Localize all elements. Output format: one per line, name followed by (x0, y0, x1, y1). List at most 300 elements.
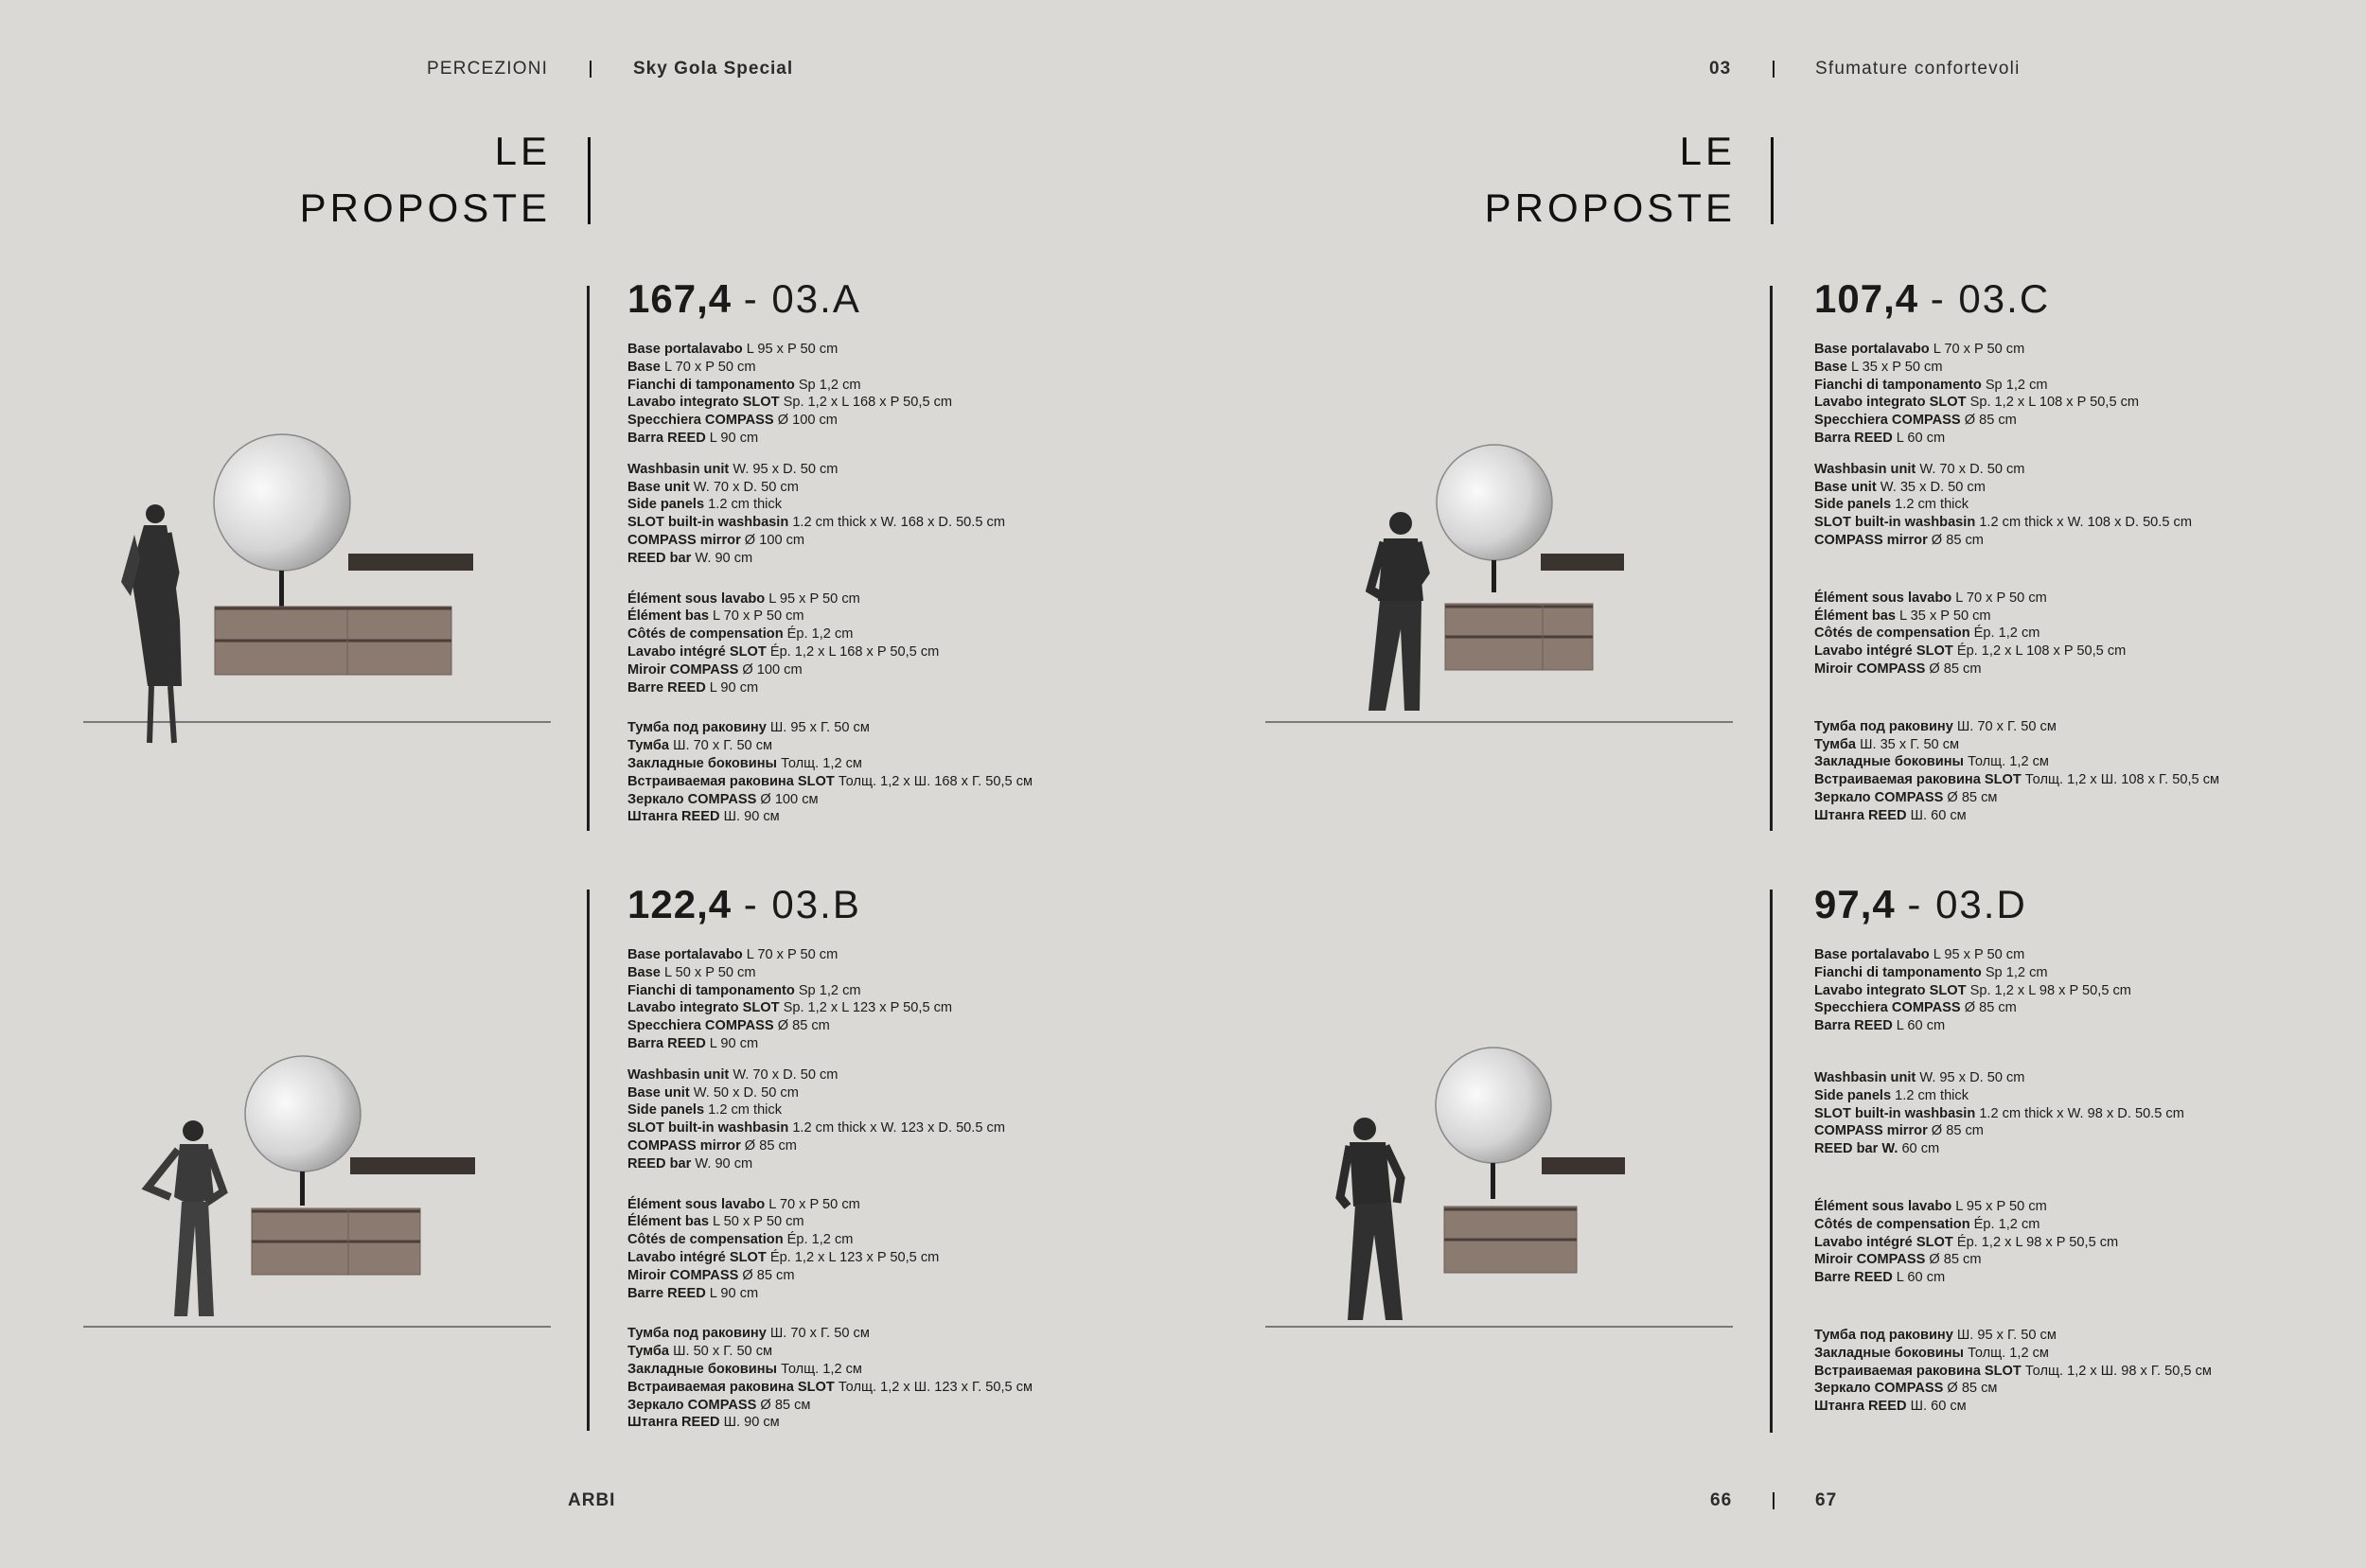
spec-item-dimensions: W. 70 x D. 50 cm (729, 1066, 839, 1083)
spec-item-dimensions: Ép. 1,2 x L 98 x P 50,5 cm (1952, 1234, 2119, 1250)
spec-item-name: Élément sous lavabo (1814, 1198, 1952, 1214)
spec-item-dimensions: L 70 x P 50 cm (765, 1196, 860, 1212)
woman-figure-icon (121, 504, 182, 743)
spec-item-dimensions: 1.2 cm thick x W. 108 x D. 50.5 cm (1975, 515, 2192, 531)
spec-line (1814, 1140, 2212, 1158)
spec-item-name: Barra REED (1814, 1018, 1893, 1034)
spec-line (1814, 753, 2219, 771)
spec-item-dimensions: L 90 cm (705, 1285, 759, 1301)
spec-line (627, 1137, 1033, 1155)
spec-item-name: Lavabo integrato SLOT (627, 395, 780, 411)
header-separator-left (590, 61, 592, 78)
spec-item-dimensions: Толщ. 1,2 см (777, 755, 862, 771)
spec-line (627, 479, 1033, 497)
spec-item-name: Lavabo intégré SLOT (1814, 643, 1953, 660)
spec-item-name: Base unit (627, 479, 690, 495)
spec-item-dimensions: L 95 x P 50 cm (1951, 1198, 2047, 1214)
spec-item-name: Fianchi di tamponamento (1814, 964, 1982, 980)
spec-item-dimensions: Sp 1,2 cm (794, 377, 861, 393)
spec-item-dimensions: Ø 100 см (756, 791, 819, 807)
product-specs (1814, 946, 2212, 1416)
spec-item-name: Base unit (627, 1084, 690, 1101)
spec-line (1814, 946, 2212, 964)
spec-line (1814, 394, 2219, 412)
spec-line (627, 1084, 1033, 1102)
spec-line (627, 1213, 1033, 1231)
spec-item-dimensions: Толщ. 1,2 см (777, 1361, 862, 1377)
spec-line (1814, 1216, 2212, 1234)
spec-item-dimensions: Толщ. 1,2 х Ш. 168 х Г. 50,5 см (834, 773, 1033, 789)
spec-item-dimensions: Sp. 1,2 x L 168 x P 50,5 cm (779, 395, 953, 411)
spec-item-dimensions: 1.2 cm thick (1891, 497, 1969, 513)
spec-item-dimensions: 1.2 cm thick (704, 1102, 783, 1119)
spec-line (1814, 964, 2212, 982)
spec-line (627, 661, 1033, 679)
spec-line (1814, 718, 2219, 736)
spec-line (1814, 1198, 2212, 1216)
product-code: - 03.B (743, 882, 861, 926)
spec-item-name: COMPASS mirror (627, 1137, 741, 1154)
spec-item-name: SLOT built-in washbasin (627, 515, 789, 531)
reed-shelf-icon (1542, 1157, 1625, 1174)
spec-item-dimensions: L 35 x P 50 cm (1846, 359, 1943, 375)
footer-page-right: 67 (1815, 1490, 1838, 1510)
spec-item-dimensions: W. 95 x D. 50 cm (729, 461, 839, 477)
spec-line (1814, 1363, 2212, 1381)
spec-item-dimensions: L 70 x P 50 cm (708, 608, 804, 625)
spec-item-name: Washbasin unit (627, 461, 730, 477)
spec-item-name: Side panels (627, 1102, 705, 1119)
spec-item-name: Base portalavabo (627, 342, 743, 357)
spec-item-name: Élément sous lavabo (627, 590, 766, 607)
spec-line (627, 496, 1033, 514)
spec-item-name: Тумба под раковину (627, 720, 767, 736)
product-heading (1814, 276, 2219, 322)
spec-item-dimensions: L 90 cm (705, 430, 759, 446)
spec-item-dimensions: Толщ. 1,2 х Ш. 108 х Г. 50,5 см (2021, 772, 2220, 788)
spec-item-dimensions: L 95 x P 50 cm (742, 342, 839, 357)
spec-item-name: Зеркало COMPASS (627, 791, 757, 807)
spec-item-name: Fianchi di tamponamento (627, 377, 795, 393)
spec-item-dimensions: Ш. 95 х Г. 50 см (766, 720, 870, 736)
spec-item-name: Lavabo integrato SLOT (627, 1000, 780, 1016)
spec-item-dimensions: L 50 x P 50 cm (660, 964, 756, 980)
spec-item-name: Закладные боковины (1814, 754, 1965, 770)
product-heading (627, 882, 1033, 927)
spec-item-dimensions: L 60 cm (1892, 430, 1946, 446)
spec-line (627, 341, 1033, 359)
spec-line (627, 1249, 1033, 1267)
spec-line (1814, 1122, 2212, 1140)
spec-item-name: Base portalavabo (627, 947, 743, 962)
spec-item-dimensions: Ш. 50 х Г. 50 см (669, 1344, 773, 1360)
spec-item-name: COMPASS mirror (1814, 1123, 1928, 1139)
man-figure-icon (1340, 1118, 1403, 1320)
woman-figure-icon (148, 1120, 223, 1316)
product-specs (1814, 341, 2219, 825)
spec-item-dimensions: L 70 x P 50 cm (742, 947, 839, 962)
product-03c (1814, 276, 2219, 838)
spec-item-dimensions: L 50 x P 50 cm (708, 1214, 804, 1230)
spec-item-dimensions: Толщ. 1,2 х Ш. 98 х Г. 50,5 см (2021, 1363, 2212, 1379)
spec-item-dimensions: Ép. 1,2 x L 123 x P 50,5 cm (766, 1249, 940, 1265)
spec-item-dimensions: Ép. 1,2 cm (783, 626, 854, 643)
spec-item-name: SLOT built-in washbasin (1814, 1105, 1976, 1121)
spec-item-dimensions: Ø 100 cm (773, 413, 838, 429)
product-width: 167,4 (627, 276, 733, 321)
composition-illustration-03b (76, 1036, 568, 1320)
section-rule-03d (1770, 890, 1773, 1433)
spec-line (627, 643, 1033, 661)
spec-item-name: Side panels (1814, 1087, 1892, 1103)
spec-line (1814, 1380, 2212, 1398)
round-mirror-icon (245, 1056, 361, 1172)
spec-item-name: Washbasin unit (1814, 461, 1916, 477)
spec-item-name: Base portalavabo (1814, 342, 1930, 357)
spec-item-name: Lavabo integrato SLOT (1814, 982, 1967, 998)
round-mirror-icon (214, 434, 350, 571)
spec-line (627, 608, 1033, 625)
composition-illustration-03c (1259, 431, 1751, 714)
spec-item-name: Élément sous lavabo (1814, 590, 1952, 606)
spec-item-name: Lavabo intégré SLOT (1814, 1234, 1953, 1250)
spec-line (627, 590, 1033, 608)
spec-item-name: Side panels (627, 497, 705, 513)
spec-item-name: SLOT built-in washbasin (627, 1120, 789, 1136)
spec-item-dimensions: 1.2 cm thick x W. 98 x D. 50.5 cm (1975, 1105, 2184, 1121)
spec-line (1814, 1069, 2212, 1087)
spec-line (1814, 661, 2219, 678)
spec-item-dimensions: Ø 85 cm (1927, 532, 1984, 548)
spec-item-name: COMPASS mirror (1814, 532, 1928, 548)
spec-line (627, 679, 1033, 697)
product-code: - 03.C (1930, 276, 2051, 321)
product-width: 97,4 (1814, 882, 1896, 926)
spec-item-name: Élément bas (627, 608, 709, 625)
round-mirror-icon (1437, 445, 1552, 560)
page-title-right-line2: PROPOSTE (1484, 185, 1736, 230)
spec-line (627, 982, 1033, 1000)
spec-line (1814, 496, 2219, 514)
spec-group (627, 461, 1033, 568)
footer-brand: ARBI (568, 1490, 616, 1510)
page-title-left-line1: LE (494, 129, 551, 173)
spec-line (627, 514, 1033, 532)
spec-item-name: Штанга REED (1814, 807, 1907, 823)
spec-item-dimensions: Ø 85 cm (1927, 1123, 1984, 1139)
product-heading (627, 276, 1033, 322)
spec-line (627, 791, 1033, 809)
spec-item-dimensions: Ø 85 cm (738, 1267, 795, 1283)
spec-line (1814, 1251, 2212, 1269)
spec-item-dimensions: Ép. 1,2 cm (783, 1232, 854, 1248)
spec-item-dimensions: Толщ. 1,2 см (1964, 1345, 2049, 1361)
spec-item-name: Base portalavabo (1814, 947, 1930, 962)
spec-item-name: Base unit (1814, 479, 1877, 495)
spec-line (627, 755, 1033, 773)
spec-line (1814, 590, 2219, 608)
page-title-right-bar (1771, 137, 1774, 224)
product-code: - 03.D (1907, 882, 2027, 926)
spec-item-dimensions: L 95 x P 50 cm (765, 590, 860, 607)
spec-item-dimensions: L 95 x P 50 cm (1929, 947, 2025, 962)
spec-item-name: Lavabo intégré SLOT (627, 643, 767, 660)
reed-shelf-icon (350, 1157, 475, 1174)
spec-item-dimensions: W. 50 x D. 50 cm (689, 1084, 799, 1101)
spec-line (1814, 377, 2219, 395)
spec-item-name: Barra REED (1814, 430, 1893, 446)
spec-item-dimensions: 1.2 cm thick x W. 168 x D. 50.5 cm (788, 515, 1005, 531)
spec-item-dimensions: Sp. 1,2 x L 108 x P 50,5 cm (1966, 395, 2140, 411)
spec-group (627, 1066, 1033, 1173)
spec-group (627, 590, 1033, 697)
spec-line (1814, 982, 2212, 1000)
spec-line (627, 1119, 1033, 1137)
spec-group (627, 719, 1033, 826)
spec-item-name: Встраиваемая раковина SLOT (1814, 772, 2022, 788)
spec-group (1814, 1327, 2212, 1416)
header-collection: Sky Gola Special (633, 59, 794, 79)
spec-line (1814, 643, 2219, 661)
spec-item-name: Miroir COMPASS (627, 661, 739, 678)
page-title-right-line1: LE (1679, 129, 1736, 173)
spec-item-name: Штанга REED (627, 809, 720, 825)
spec-line (1814, 341, 2219, 359)
spec-item-dimensions: Ø 85 см (1943, 789, 1998, 805)
spec-item-name: Barre REED (627, 1285, 706, 1301)
spec-item-dimensions: Ép. 1,2 cm (1969, 625, 2040, 642)
spec-item-dimensions: Ø 85 cm (1960, 1000, 2017, 1016)
spec-item-name: Élément bas (627, 1214, 709, 1230)
floor-line-03a (83, 721, 551, 723)
footer-separator (1773, 1492, 1774, 1509)
composition-illustration-03d (1259, 1036, 1751, 1320)
spec-line (627, 1231, 1033, 1249)
spec-item-dimensions: Ép. 1,2 cm (1969, 1216, 2040, 1232)
spec-line (627, 1343, 1033, 1361)
spec-item-dimensions: Ш. 95 х Г. 50 см (1952, 1327, 2057, 1343)
spec-group (1814, 718, 2219, 825)
spec-item-name: Barra REED (627, 1035, 706, 1051)
spec-item-name: Côtés de compensation (1814, 1216, 1970, 1232)
header-chapter-number: 03 (1709, 59, 1732, 79)
page-title-left-bar (588, 137, 591, 224)
spec-item-dimensions: Ø 85 см (756, 1397, 811, 1413)
spec-item-dimensions: W. 90 cm (691, 550, 753, 566)
spec-item-name: Тумба (627, 738, 670, 754)
spec-item-dimensions: Sp 1,2 cm (1981, 964, 2048, 980)
spec-line (627, 412, 1033, 430)
spec-item-name: Washbasin unit (1814, 1069, 1916, 1085)
floor-line-03d (1265, 1326, 1733, 1328)
spec-line (627, 1285, 1033, 1303)
spec-line (627, 625, 1033, 643)
spec-line (1814, 736, 2219, 754)
spec-group (627, 341, 1033, 448)
spec-item-name: Тумба (627, 1344, 670, 1360)
footer-page-left: 66 (1710, 1490, 1733, 1510)
spec-line (627, 377, 1033, 395)
spec-item-name: Зеркало COMPASS (1814, 1381, 1944, 1397)
product-width: 122,4 (627, 882, 733, 926)
spec-line (627, 394, 1033, 412)
spec-item-dimensions: Ш. 70 х Г. 50 см (669, 738, 773, 754)
spec-item-name: Élément sous lavabo (627, 1196, 766, 1212)
spec-item-name: Miroir COMPASS (1814, 661, 1926, 677)
spec-item-name: Miroir COMPASS (627, 1267, 739, 1283)
spec-item-dimensions: L 90 cm (705, 679, 759, 696)
tap-icon (1491, 1163, 1495, 1199)
spec-line (627, 1325, 1033, 1343)
page-title-right (1485, 123, 1736, 237)
spec-item-dimensions: W. 90 cm (691, 1155, 753, 1172)
spec-item-name: Base (627, 359, 661, 375)
spec-line (1814, 1087, 2212, 1105)
round-mirror-icon (1436, 1048, 1551, 1163)
spec-item-name: Élément bas (1814, 608, 1896, 624)
spec-item-name: Встраиваемая раковина SLOT (627, 1379, 835, 1395)
spec-item-name: Specchiera COMPASS (1814, 1000, 1961, 1016)
spec-item-dimensions: Ø 85 cm (1925, 1252, 1982, 1268)
spec-line (627, 1035, 1033, 1053)
man-figure-icon (1368, 512, 1425, 711)
spec-line (627, 1361, 1033, 1379)
spec-group (1814, 590, 2219, 678)
spec-item-dimensions: Ép. 1,2 x L 168 x P 50,5 cm (766, 643, 940, 660)
spec-line (627, 1414, 1033, 1432)
spec-item-dimensions: Ép. 1,2 x L 108 x P 50,5 cm (1952, 643, 2127, 660)
spec-item-name: Закладные боковины (627, 1361, 778, 1377)
spec-item-dimensions: Ø 85 cm (740, 1137, 797, 1154)
spec-line (627, 1379, 1033, 1397)
spec-line (1814, 1017, 2212, 1035)
spec-item-dimensions: Ш. 35 х Г. 50 см (1856, 736, 1960, 752)
spec-group (627, 1325, 1033, 1432)
spec-item-name: Закладные боковины (1814, 1345, 1965, 1361)
spec-line (1814, 461, 2219, 479)
spec-line (1814, 1398, 2212, 1416)
spec-item-name: Штанга REED (627, 1415, 720, 1431)
spec-item-name: Specchiera COMPASS (1814, 413, 1961, 429)
spec-group (1814, 461, 2219, 550)
tap-icon (1492, 560, 1496, 592)
spec-item-dimensions: Sp 1,2 cm (794, 982, 861, 998)
spec-item-dimensions: Ø 100 cm (738, 661, 803, 678)
spec-line (1814, 479, 2219, 497)
spec-item-dimensions: L 70 x P 50 cm (1951, 590, 2047, 606)
reed-shelf-icon (1541, 554, 1624, 571)
spec-line (627, 719, 1033, 737)
spec-line (627, 1196, 1033, 1214)
spec-line (1814, 789, 2219, 807)
spec-item-dimensions: Ø 85 cm (773, 1018, 830, 1034)
product-specs (627, 946, 1033, 1432)
spec-line (627, 737, 1033, 755)
spec-item-name: REED bar (627, 1155, 692, 1172)
section-rule-03c (1770, 286, 1773, 831)
spec-group (1814, 1069, 2212, 1158)
product-03b (627, 882, 1033, 1445)
spec-item-name: Fianchi di tamponamento (1814, 377, 1982, 393)
tap-icon (279, 571, 284, 607)
spec-line (627, 1267, 1033, 1285)
spec-item-name: Side panels (1814, 497, 1892, 513)
spec-item-name: COMPASS mirror (627, 532, 741, 548)
spec-item-dimensions: Ø 85 см (1943, 1381, 1998, 1397)
spec-item-name: Barre REED (627, 679, 706, 696)
spec-line (627, 430, 1033, 448)
spec-line (1814, 359, 2219, 377)
page-title-left (300, 123, 551, 237)
spec-item-name: Встраиваемая раковина SLOT (1814, 1363, 2022, 1379)
spec-item-dimensions: Ø 85 cm (1960, 413, 2017, 429)
spec-item-dimensions: Толщ. 1,2 х Ш. 123 х Г. 50,5 см (834, 1379, 1033, 1395)
spec-item-name: Штанга REED (1814, 1399, 1907, 1415)
spec-item-dimensions: L 35 x P 50 cm (1895, 608, 1991, 624)
floor-line-03b (83, 1326, 551, 1328)
spec-item-name: Specchiera COMPASS (627, 413, 774, 429)
section-rule-03b (587, 890, 590, 1431)
spec-item-name: Lavabo intégré SLOT (627, 1249, 767, 1265)
spec-item-name: Washbasin unit (627, 1066, 730, 1083)
spec-item-name: Lavabo integrato SLOT (1814, 395, 1967, 411)
spec-line (1814, 412, 2219, 430)
spec-item-dimensions: Ø 100 cm (740, 532, 805, 548)
spec-item-name: Specchiera COMPASS (627, 1018, 774, 1034)
spec-line (627, 999, 1033, 1017)
header-section-left: PERCEZIONI (427, 59, 549, 79)
spec-item-dimensions: L 70 x P 50 cm (1929, 342, 2025, 357)
spec-item-name: Miroir COMPASS (1814, 1252, 1926, 1268)
spec-item-dimensions: Ш. 70 х Г. 50 см (1952, 718, 2057, 734)
spec-group (627, 1196, 1033, 1303)
spec-item-dimensions: Sp 1,2 cm (1981, 377, 2048, 393)
spec-line (627, 461, 1033, 479)
spec-item-name: REED bar W. (1814, 1141, 1898, 1157)
tap-icon (300, 1172, 305, 1206)
spec-item-dimensions: L 90 cm (705, 1035, 759, 1051)
spec-line (1814, 430, 2219, 448)
spec-item-dimensions: W. 95 x D. 50 cm (1916, 1069, 2025, 1085)
spec-item-name: Côtés de compensation (627, 626, 784, 643)
page-title-left-line2: PROPOSTE (299, 185, 551, 230)
floor-line-03c (1265, 721, 1733, 723)
spec-line (627, 1066, 1033, 1084)
spec-item-name: Côtés de compensation (1814, 625, 1970, 642)
spec-line (627, 550, 1033, 568)
spec-line (627, 773, 1033, 791)
spec-item-name: Côtés de compensation (627, 1232, 784, 1248)
spec-item-name: SLOT built-in washbasin (1814, 515, 1976, 531)
spec-line (627, 808, 1033, 826)
spec-item-name: Тумба под раковину (1814, 1327, 1953, 1343)
spec-item-dimensions: Ш. 70 х Г. 50 см (766, 1326, 870, 1342)
header-separator-right (1773, 61, 1774, 78)
spec-line (1814, 771, 2219, 789)
spec-line (1814, 1105, 2212, 1123)
product-03a (627, 276, 1033, 839)
spec-group (1814, 341, 2219, 448)
spec-item-name: Встраиваемая раковина SLOT (627, 773, 835, 789)
header-section-right: Sfumature confortevoli (1815, 59, 2021, 79)
spec-item-dimensions: Ш. 60 см (1906, 807, 1967, 823)
spec-item-name: Base (1814, 359, 1847, 375)
spec-line (627, 359, 1033, 377)
spec-line (1814, 999, 2212, 1017)
spec-item-dimensions: 1.2 cm thick (1891, 1087, 1969, 1103)
spec-line (1814, 1327, 2212, 1345)
product-03d (1814, 882, 2212, 1429)
